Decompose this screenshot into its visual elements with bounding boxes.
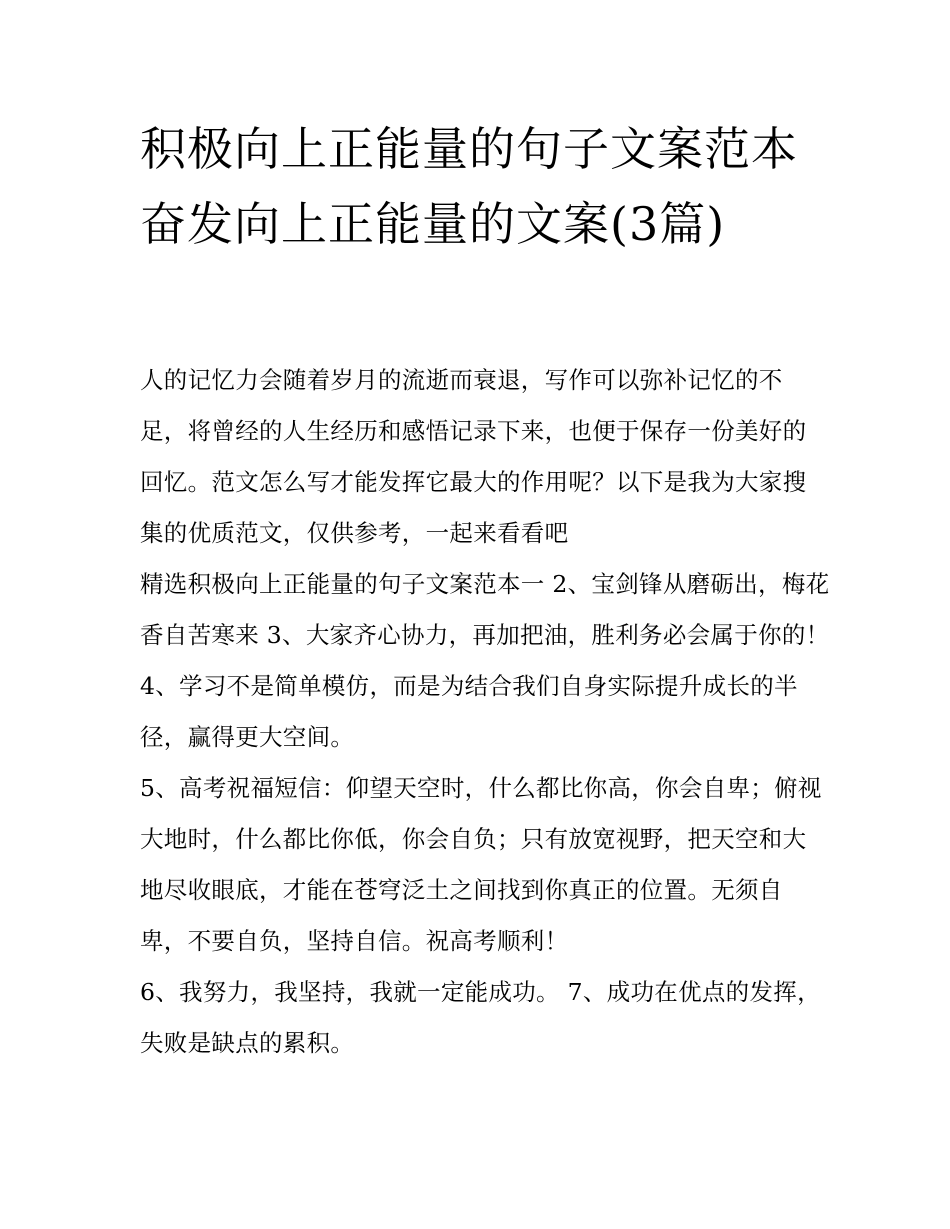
paragraph-quote-5: 5、高考祝福短信：仰望天空时，什么都比你高，你会自卑；俯视大地时，什么都比你低，你会自负；只有放宽视野，把天空和大地尽收眼底，才能在苍穹泛土之间找到你真正的位置。无须自卑，不要自负，坚持自信。祝高考顺利！ xyxy=(140,774,822,955)
document-title: 积极向上正能量的句子文案范本 奋发向上正能量的文案(3篇) xyxy=(140,122,798,251)
document-body xyxy=(140,355,830,1069)
paragraph-quotes-1: 精选积极向上正能量的句子文案范本一 2、宝剑锋从磨砺出，梅花香自苦寒来 3、大家齐心协力，再加把油，胜利务必会属于你的！ xyxy=(140,570,830,649)
paragraph-quotes-6-7: 6、我努力，我坚持，我就一定能成功。 7、成功在优点的发挥，失败是缺点的累积。 xyxy=(140,978,821,1057)
paragraph-quote-4: 4、学习不是简单模仿，而是为结合我们自身实际提升成长的半径，赢得更大空间。 xyxy=(140,672,798,751)
intro-paragraph: 人的记忆力会随着岁月的流逝而衰退，写作可以弥补记忆的不足，将曾经的人生经历和感悟记录下来，也便于保存一份美好的回忆。范文怎么写才能发挥它最大的作用呢？以下是我为大家搜集的优质范文，仅供参考，一起来看看吧 xyxy=(140,366,807,547)
